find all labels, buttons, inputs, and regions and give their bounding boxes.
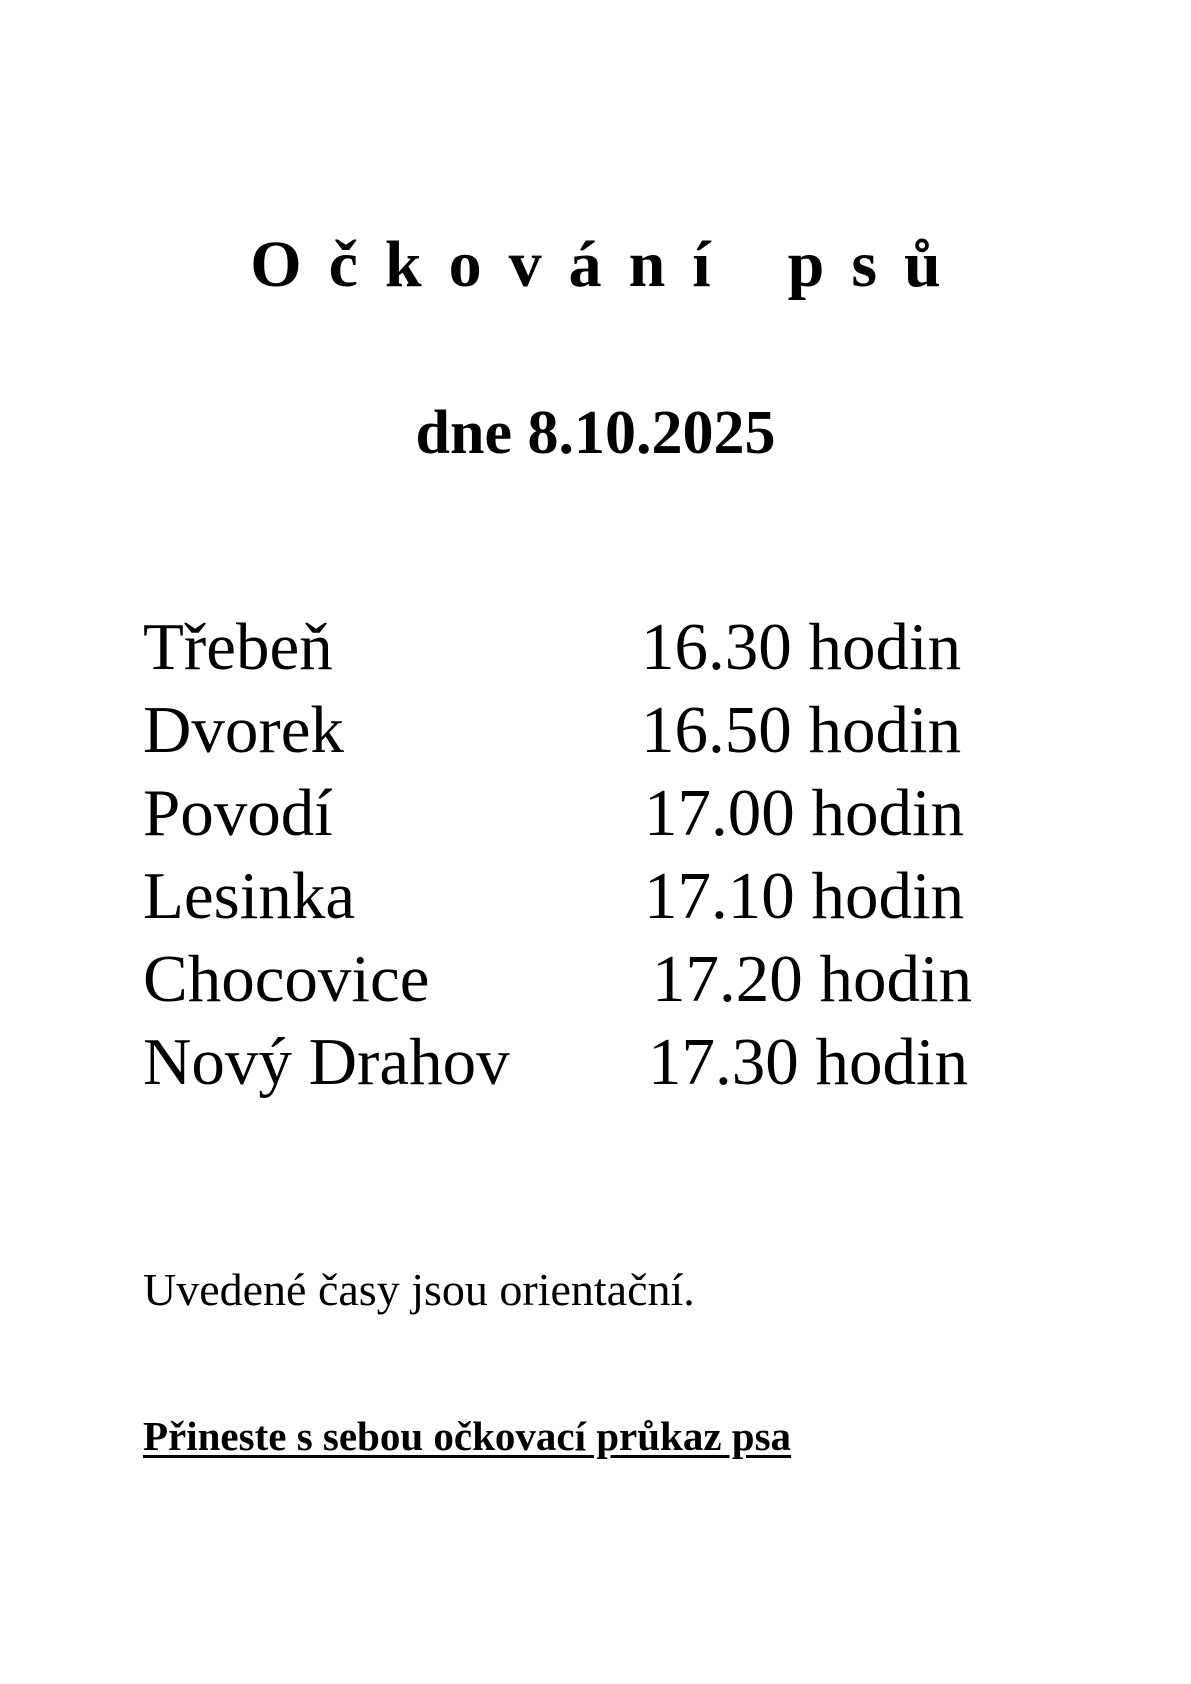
- schedule-place: Chocovice: [143, 942, 430, 1016]
- schedule-time: 17.30 hodin: [648, 1025, 969, 1099]
- schedule-place: Povodí: [143, 776, 333, 850]
- schedule-time: 17.10 hodin: [644, 859, 965, 933]
- schedule-place: Dvorek: [143, 693, 344, 767]
- schedule-list: [143, 606, 1043, 1104]
- schedule-place: Lesinka: [143, 859, 356, 933]
- schedule-row: [143, 772, 1043, 855]
- schedule-row: [143, 689, 1043, 772]
- date-line: dne 8.10.2025: [415, 399, 776, 467]
- title-word-dogs: psů: [787, 228, 968, 301]
- schedule-row: [143, 606, 1043, 689]
- orientation-note: Uvedené časy jsou orientační.: [143, 1264, 695, 1315]
- page-title: [0, 228, 1191, 301]
- title-word-vaccination: Očkování: [250, 228, 738, 301]
- schedule-time: 16.50 hodin: [641, 693, 962, 767]
- schedule-place: Třebeň: [143, 610, 333, 684]
- schedule-time: 17.00 hodin: [644, 776, 965, 850]
- schedule-place: Nový Drahov: [143, 1025, 510, 1099]
- schedule-time: 16.30 hodin: [641, 610, 962, 684]
- bring-certificate-notice: Přineste s sebou očkovací průkaz psa: [143, 1413, 792, 1459]
- schedule-row: [143, 1021, 1043, 1104]
- schedule-row: [143, 938, 1043, 1021]
- schedule-time: 17.20 hodin: [652, 942, 973, 1016]
- schedule-row: [143, 855, 1043, 938]
